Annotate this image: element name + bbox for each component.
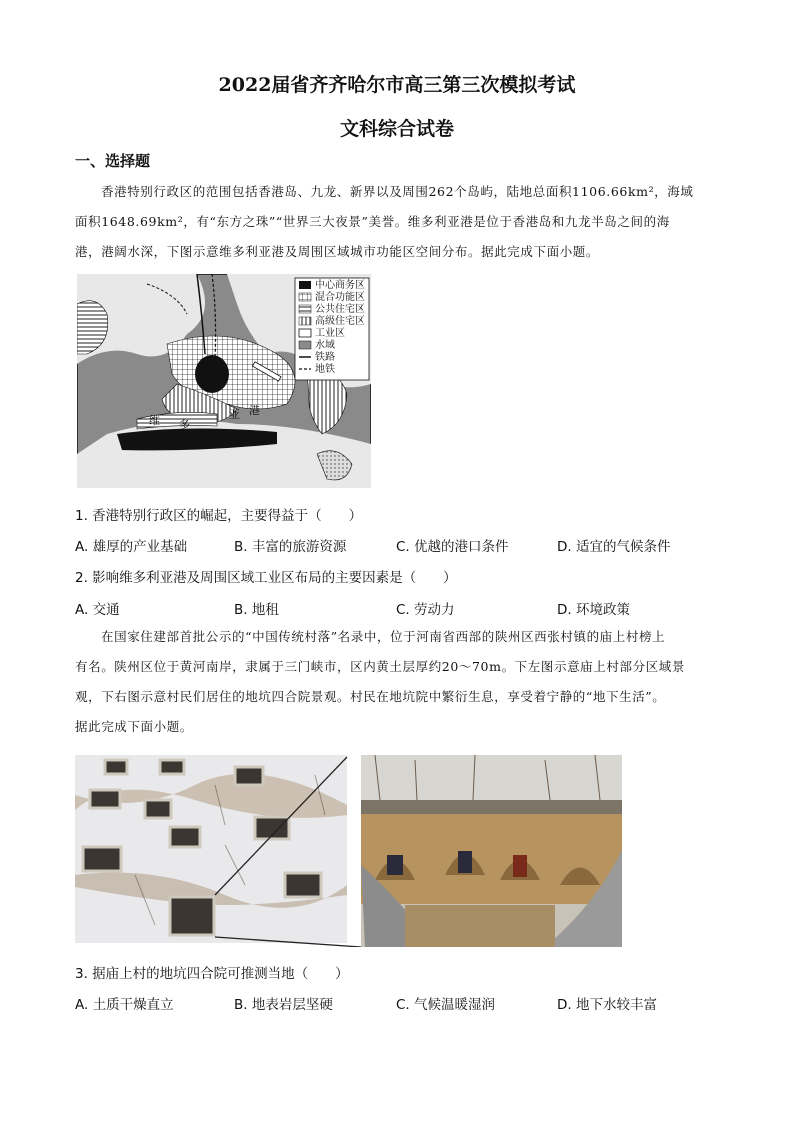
map-label-gang: 港 <box>249 404 260 417</box>
q3-option-b[interactable]: B. 地表岩层坚硬 <box>234 997 333 1013</box>
passage-2-line-4: 据此完成下面小题。 <box>75 719 193 734</box>
q1-option-c[interactable]: C. 优越的港口条件 <box>396 539 509 555</box>
q1-option-a[interactable]: A. 雄厚的产业基础 <box>75 539 188 555</box>
page-title: 2022届省齐齐哈尔市高三第三次模拟考试 <box>218 74 576 96</box>
map-label-wei: 维 <box>149 414 160 427</box>
question-2-stem: 2. 影响维多利亚港及周围区域工业区布局的主要因素是（ ） <box>75 570 457 586</box>
q3-option-c[interactable]: C. 气候温暖湿润 <box>396 997 496 1013</box>
question-3-stem: 3. 据庙上村的地坑四合院可推测当地（ ） <box>75 966 349 982</box>
map-label-li: 利 <box>202 428 213 441</box>
q3-option-d[interactable]: D. 地下水较丰富 <box>557 997 657 1013</box>
passage-1-line-3: 港，港阔水深，下图示意维多利亚港及周围区域城市功能区空间分布。据此完成下面小题。 <box>75 244 600 259</box>
map-label-ya: 亚 <box>229 408 240 421</box>
q3-option-a[interactable]: A. 土质干燥直立 <box>75 997 174 1013</box>
passage-1-line-2: 面积1648.69km²，有“东方之珠”“世界三大夜景”美誉。维多利亚港是位于香港岛和九龙半岛之间的海 <box>75 214 670 229</box>
question-1-stem: 1. 香港特别行政区的崛起，主要得益于（ ） <box>75 508 363 524</box>
section-heading: 一、选择题 <box>75 152 151 170</box>
q1-option-d[interactable]: D. 适宜的气候条件 <box>557 539 671 555</box>
q2-option-c[interactable]: C. 劳动力 <box>396 602 455 618</box>
passage-2 <box>75 622 725 742</box>
legend-industrial: 工业区 <box>315 328 345 339</box>
q1-option-b[interactable]: B. 丰富的旅游资源 <box>234 539 347 555</box>
passage-1-line-1: 香港特别行政区的范围包括香港岛、九龙、新界以及周围262个岛屿，陆地总面积1106.66km²，海域 <box>101 184 694 199</box>
victoria-harbour-map <box>77 274 371 488</box>
legend-premium-housing: 高级住宅区 <box>315 316 365 327</box>
passage-2-line-2: 有名。陕州区位于黄河南岸，隶属于三门峡市，区内黄土层厚约20～70m。下左图示意庙上村部分区域景 <box>75 659 685 674</box>
courtyard-photo <box>361 755 622 947</box>
passage-1 <box>75 177 725 267</box>
legend-cbd: 中心商务区 <box>315 280 365 291</box>
village-photos <box>75 755 622 947</box>
village-aerial-photo <box>75 755 347 943</box>
legend-railway: 铁路 <box>315 352 335 363</box>
legend-water: 水域 <box>315 340 335 351</box>
q2-option-a[interactable]: A. 交通 <box>75 602 120 618</box>
legend-metro: 地铁 <box>315 364 335 375</box>
legend-public-housing: 公共住宅区 <box>315 304 365 315</box>
legend-mixed: 混合功能区 <box>315 292 365 303</box>
map-label-duo: 多 <box>179 418 190 431</box>
q2-option-b[interactable]: B. 地租 <box>234 602 279 618</box>
page-subtitle: 文科综合试卷 <box>339 118 454 140</box>
passage-2-line-3: 观，下右图示意村民们居住的地坑四合院景观。村民在地坑院中繁衍生息，享受着宁静的“地下生活”。 <box>75 689 666 704</box>
passage-2-line-1: 在国家住建部首批公示的“中国传统村落”名录中，位于河南省西部的陕州区西张村镇的庙上村榜上 <box>101 629 666 644</box>
q2-option-d[interactable]: D. 环境政策 <box>557 602 630 618</box>
